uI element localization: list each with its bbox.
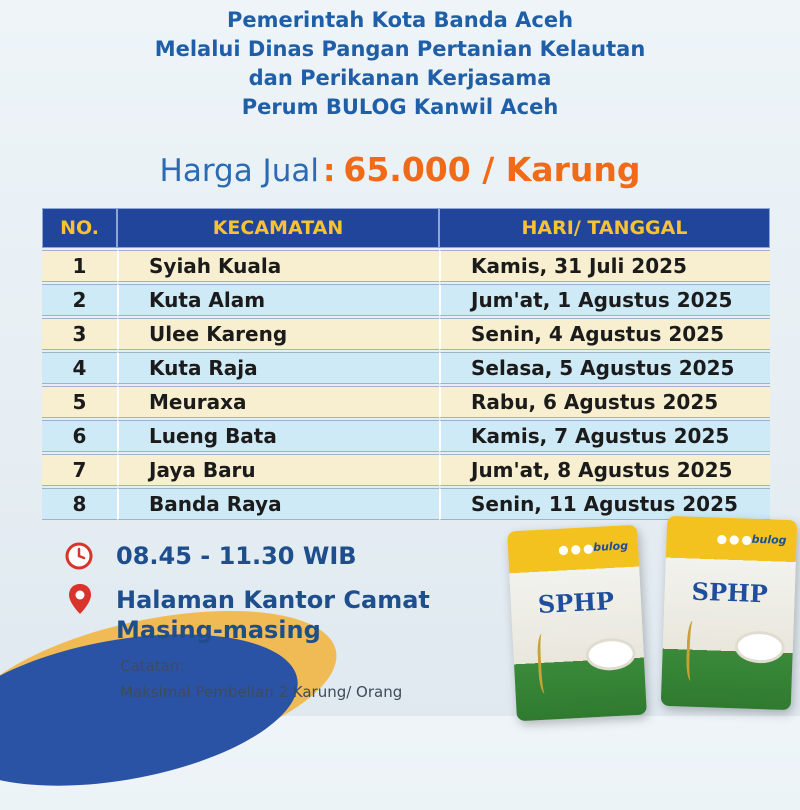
- rice-stalk-icon: [686, 621, 701, 681]
- row-tanggal: Senin, 4 Agustus 2025: [439, 318, 770, 350]
- row-no: 2: [42, 284, 117, 316]
- schedule-table: [42, 206, 770, 522]
- time-text: 08.45 - 11.30 WIB: [116, 542, 357, 570]
- bulog-logo: bulog: [751, 532, 787, 547]
- rice-stalk-icon: [537, 633, 553, 694]
- bag-dots: ●●●: [557, 540, 596, 557]
- row-kecamatan: Ulee Kareng: [117, 318, 439, 350]
- table-row: [42, 386, 770, 418]
- location-line-1: Halaman Kantor Camat: [116, 586, 430, 614]
- row-no: 5: [42, 386, 117, 418]
- row-no: 7: [42, 454, 117, 486]
- table-row: [42, 352, 770, 384]
- header-line-1: Pemerintah Kota Banda Aceh: [226, 8, 574, 32]
- price-label: Harga Jual: [159, 153, 319, 189]
- map-pin-icon: [68, 583, 92, 615]
- note-title: Catatan:: [120, 657, 185, 675]
- rice-bowl-icon: [585, 637, 637, 672]
- row-tanggal: Senin, 11 Agustus 2025: [439, 488, 770, 520]
- row-no: 4: [42, 352, 117, 384]
- sphp-brand: SPHP: [537, 586, 615, 620]
- clock-icon: [64, 541, 94, 571]
- header-line-2: Melalui Dinas Pangan Pertanian Kelautan: [154, 37, 646, 61]
- row-kecamatan: Lueng Bata: [117, 420, 439, 452]
- announcement-header: [0, 6, 800, 122]
- header-line-4: Perum BULOG Kanwil Aceh: [241, 95, 559, 119]
- rice-bag-right: [661, 516, 798, 710]
- row-no: 8: [42, 488, 117, 520]
- table-row: [42, 420, 770, 452]
- row-tanggal: Jum'at, 1 Agustus 2025: [439, 284, 770, 316]
- table-row: [42, 284, 770, 316]
- table-header-row: [42, 208, 770, 248]
- row-no: 3: [42, 318, 117, 350]
- location-line-2: Masing-masing: [116, 616, 321, 644]
- price-value: 65.000 / Karung: [343, 150, 641, 189]
- row-kecamatan: Syiah Kuala: [117, 250, 439, 282]
- price-line: [0, 150, 800, 189]
- row-kecamatan: Kuta Raja: [117, 352, 439, 384]
- bag-dots: ●●●: [716, 531, 755, 547]
- row-tanggal: Kamis, 7 Agustus 2025: [439, 420, 770, 452]
- row-tanggal: Jum'at, 8 Agustus 2025: [439, 454, 770, 486]
- row-tanggal: Kamis, 31 Juli 2025: [439, 250, 770, 282]
- table-row: [42, 488, 770, 520]
- row-kecamatan: Kuta Alam: [117, 284, 439, 316]
- row-kecamatan: Banda Raya: [117, 488, 439, 520]
- header-line-3: dan Perikanan Kerjasama: [248, 66, 552, 90]
- row-kecamatan: Jaya Baru: [117, 454, 439, 486]
- row-no: 1: [42, 250, 117, 282]
- bulog-logo: bulog: [592, 539, 629, 555]
- header-kecamatan: KECAMATAN: [117, 208, 439, 248]
- table-row: [42, 454, 770, 486]
- header-no: NO.: [42, 208, 117, 248]
- header-tanggal: HARI/ TANGGAL: [439, 208, 770, 248]
- row-tanggal: Selasa, 5 Agustus 2025: [439, 352, 770, 384]
- table-row: [42, 250, 770, 282]
- row-no: 6: [42, 420, 117, 452]
- sphp-brand: SPHP: [691, 576, 769, 609]
- rice-bag-left: [507, 525, 647, 722]
- row-tanggal: Rabu, 6 Agustus 2025: [439, 386, 770, 418]
- table-row: [42, 318, 770, 350]
- row-kecamatan: Meuraxa: [117, 386, 439, 418]
- price-separator: :: [322, 153, 336, 189]
- note-text: Maksimal Pembelian 2 Karung/ Orang: [120, 683, 403, 701]
- rice-bowl-icon: [734, 630, 785, 664]
